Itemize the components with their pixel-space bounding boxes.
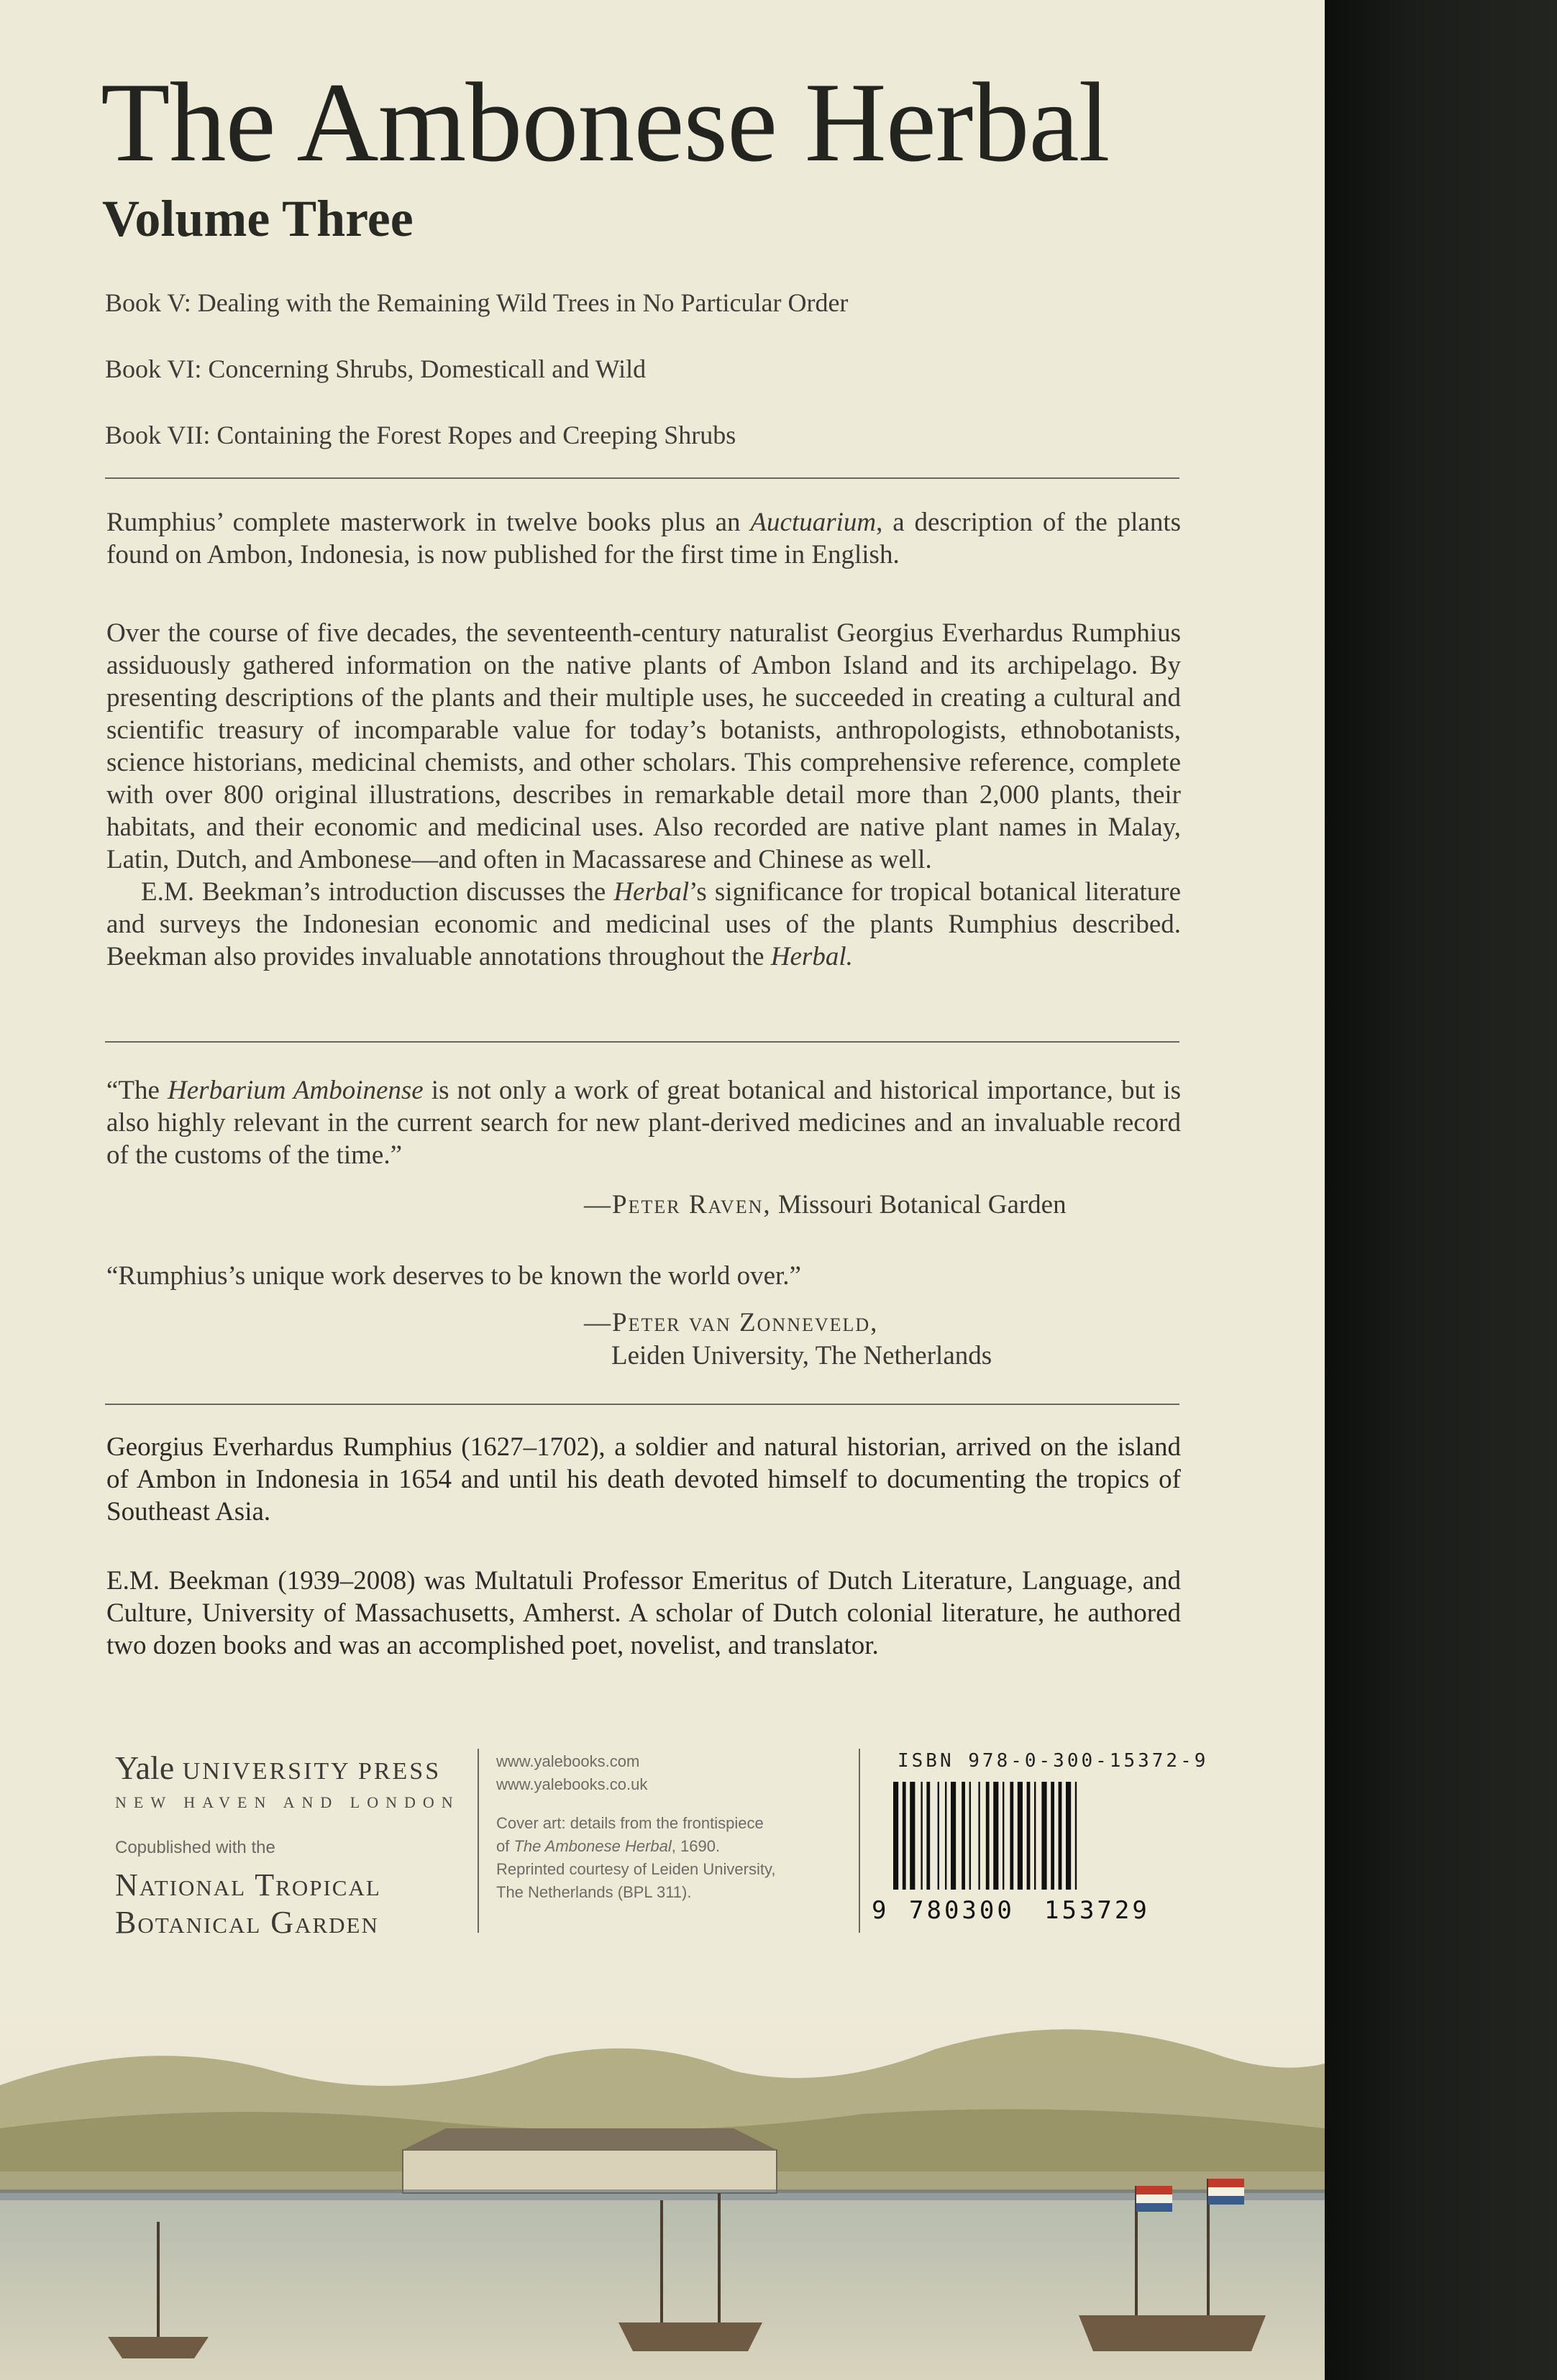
- quote-italic: Herbarium Amboinense: [168, 1076, 424, 1105]
- barcode-bar: [903, 1782, 906, 1904]
- fort-roof: [403, 2128, 777, 2150]
- book-list-item: Book VI: Concerning Shrubs, Domesticall and Wild: [105, 354, 647, 383]
- quote-text: is not only a work of great botanical and historical importance, but is also highly relevant in the current search for new plant-derived medicines and an invaluable record of the customs of the time.”: [106, 1076, 1182, 1170]
- partner-name-line: National Tropical: [115, 1867, 381, 1903]
- p2-italic: Herbal.: [770, 942, 853, 971]
- barcode-bar: [1003, 1782, 1004, 1904]
- barcode-bar: [978, 1782, 980, 1904]
- description-paragraph-2: [106, 876, 1181, 973]
- cover-art-credit: Reprinted courtesy of Leiden University,: [496, 1860, 776, 1878]
- bio-rumphius: Georgius Everhardus Rumphius (1627–1702), a soldier and natural historian, arrived on the island of Ambon in Indonesia in 1654 and until his death devoted himself to documenting the tropics of Southeast Asia.: [106, 1432, 1181, 1527]
- bio-beekman: E.M. Beekman (1939–2008) was Multatuli Professor Emeritus of Dutch Literature, Language, and Culture, University of Massachusetts, Amherst. A scholar of Dutch colonial literature, he authored two dozen books and was an accomplished poet, novelist, and translator.: [106, 1566, 1181, 1660]
- p2-italic: Herbal: [613, 877, 690, 907]
- quote-affiliation: Leiden University, The Netherlands: [611, 1341, 992, 1370]
- description: [106, 617, 1181, 973]
- partner-name-line: Botanical Garden: [115, 1905, 379, 1940]
- isbn-digit: 9: [872, 1896, 887, 1925]
- barcode-bar: [1075, 1782, 1077, 1904]
- divider: [105, 1404, 1179, 1405]
- publisher-name-a: Yale: [115, 1749, 183, 1786]
- volume-subtitle: Volume Three: [102, 190, 414, 247]
- cover-art-credit: Cover art: details from the frontispiece: [496, 1814, 764, 1832]
- partner-name: [115, 1867, 381, 1941]
- credit-italic: The Ambonese Herbal: [513, 1837, 672, 1855]
- quote-attribution: [584, 1189, 1067, 1220]
- credits: [496, 1750, 775, 1904]
- barcode-bar: [1059, 1782, 1062, 1904]
- intro-text: Rumphius’ complete masterwork in twelve books plus an: [106, 508, 751, 537]
- intro-text-end: , a description of the plants found on Ambon, Indonesia, is now published for the first time in English.: [106, 508, 1181, 569]
- barcode-bar: [1010, 1782, 1013, 1904]
- isbn-digits-right: 153729: [1044, 1896, 1150, 1925]
- quote-author: —Peter Raven,: [584, 1190, 772, 1219]
- quote-author-name: —Peter van Zonneveld,: [584, 1308, 879, 1337]
- barcode-bar: [962, 1782, 965, 1904]
- barcode-bar: [986, 1782, 990, 1904]
- quote-text: “The: [106, 1076, 168, 1105]
- credit-text: of: [496, 1837, 514, 1855]
- divider: [105, 477, 1179, 479]
- barcode-bar: [951, 1782, 956, 1904]
- divider: [859, 1749, 860, 1933]
- url-link[interactable]: www.yalebooks.com: [496, 1752, 640, 1770]
- description-paragraph-1: Over the course of five decades, the seventeenth-century naturalist Georgius Everhardus Rumphius assiduously gathered information on the native plants of Ambon Island and its archipelago. By presenting descriptions of the plants and their multiple uses, he succeeded in creating a cultural and scientific treasury of incomparable value for today’s botanists, anthropologists, ethnobotanists, science historians, medicinal chemists, and other scholars. This comprehensive reference, complete with over 800 original illustrations, describes in remarkable detail more than 2,000 plants, their habitats, and their economic and medicinal uses. Also recorded are native plant names in Malay, Latin, Dutch, and Ambonese—and often in Macassarese and Chinese as well.: [106, 618, 1181, 874]
- spine: [1325, 0, 1557, 2380]
- isbn-digits-left: 780300: [909, 1896, 1015, 1925]
- cover-art-credit: The Netherlands (BPL 311).: [496, 1883, 692, 1901]
- barcode-bar: [1051, 1782, 1054, 1904]
- credit-text: , 1690.: [671, 1837, 721, 1855]
- isbn-label: ISBN 978-0-300-15372-9: [898, 1750, 1209, 1772]
- barcode-bar: [893, 1782, 898, 1904]
- barcode-bar: [945, 1782, 946, 1904]
- p2-text: ’s significance for tropical botanical literature and surveys the Indonesian economic and medicinal uses of the plants Rumphius described. Beekman also provides invaluable annotations throughout the: [106, 877, 1181, 971]
- barcode-bar: [969, 1782, 971, 1904]
- quote-raven: [106, 1074, 1181, 1171]
- harbor-illustration: [0, 2006, 1325, 2380]
- quote-affiliation: Missouri Botanical Garden: [771, 1190, 1067, 1219]
- barcode-bar: [1066, 1782, 1071, 1904]
- publisher-name-b: UNIVERSITY PRESS: [182, 1758, 442, 1785]
- barcode-bar: [1027, 1782, 1031, 1904]
- divider: [478, 1749, 479, 1933]
- barcode-bar: [926, 1782, 930, 1904]
- fort: [403, 2150, 777, 2193]
- cover-art-credit: [496, 1835, 775, 1858]
- url-link[interactable]: www.yalebooks.co.uk: [496, 1775, 648, 1793]
- p2-text: E.M. Beekman’s introduction discusses the: [141, 877, 614, 907]
- book-list-item: Book VII: Containing the Forest Ropes and Creeping Shrubs: [105, 421, 736, 449]
- book-list-item: Book V: Dealing with the Remaining Wild Trees in No Particular Order: [105, 288, 849, 317]
- publisher-name: [115, 1749, 441, 1787]
- barcode-bar: [1034, 1782, 1036, 1904]
- barcode-bar: [910, 1782, 915, 1904]
- barcode-bar: [993, 1782, 998, 1904]
- barcode-bar: [1041, 1782, 1046, 1904]
- quote-zonneveld: “Rumphius’s unique work deserves to be known the world over.”: [106, 1261, 801, 1291]
- barcode-bar: [938, 1782, 939, 1904]
- barcode-bar: [921, 1782, 922, 1904]
- barcode-bar: [1018, 1782, 1023, 1904]
- intro-paragraph: [106, 506, 1181, 571]
- divider: [105, 1041, 1179, 1043]
- book-title: The Ambonese Herbal: [101, 60, 1110, 186]
- intro-italic: Auctuarium: [750, 508, 877, 537]
- publisher-city: NEW HAVEN AND LONDON: [115, 1793, 460, 1811]
- quote-author: [584, 1307, 878, 1338]
- barcode-icon: [872, 1782, 1188, 1926]
- book-list: [105, 288, 848, 486]
- copublished-label: Copublished with the: [115, 1838, 275, 1857]
